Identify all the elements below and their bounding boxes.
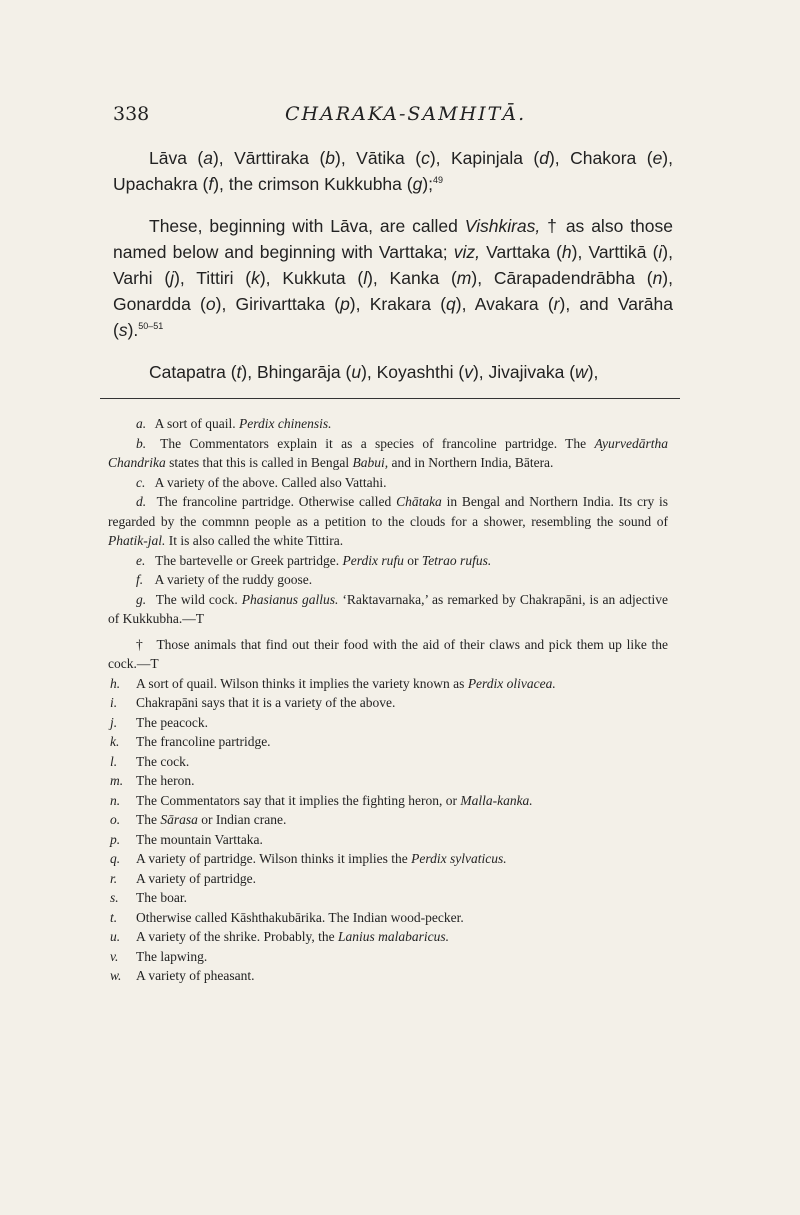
footnote-o: o. The Sārasa or Indian crane. <box>110 812 287 827</box>
verse-number: 50–51 <box>138 321 164 332</box>
footnote-i: i. Chakrapāni says that it is a variety of the above. <box>110 695 396 710</box>
footnote-p: p. The mountain Varttaka. <box>110 831 263 847</box>
footnote-d: d. The francoline partridge. Otherwise called Chātaka in Bengal and Northern India. Its cry is regarded by the commnn people as a petition to the clouds for a shower, resembling the sound of Phatik-jal. It is also called the white Tittira. <box>108 494 668 548</box>
footnote-s: s. The boar. <box>110 890 187 905</box>
footnote-r: r. A variety of partridge. <box>110 870 256 886</box>
footnote-q: q. A variety of partridge. Wilson thinks it implies the Perdix sylvaticus. <box>110 851 507 866</box>
page-number: 338 <box>113 103 150 125</box>
paragraph-1: Lāva (a), Vārttiraka (b), Vātika (c), Kapinjala (d), Chakora (e), Upachakra (f), the crimson Kukkubha (g);$^{49}$ <box>113 148 673 194</box>
footnotes <box>108 414 668 986</box>
footnote-e: e. The bartevelle or Greek partridge. Perdix rufu or Tetrao rufus. <box>136 552 492 568</box>
footnote-m: m. The heron. <box>110 773 195 788</box>
paragraph-3: Catapatra (t), Bhingarāja (u), Koyashthi (v), Jivajivaka (w), <box>149 362 599 382</box>
footnote-a: a. A sort of quail. Perdix chinensis. <box>136 416 332 431</box>
footnote-k: k. The francoline partridge. <box>110 734 271 749</box>
footnote-divider <box>100 398 680 399</box>
footnote-h: h. A sort of quail. Wilson thinks it implies the variety known as Perdix olivacea. <box>110 675 556 691</box>
footnote-j: j. The peacock. <box>110 714 208 730</box>
footnote-v: v. The lapwing. <box>110 948 208 964</box>
footnote-w: w. A variety of pheasant. <box>110 968 255 983</box>
verse-number: 49 <box>433 175 444 186</box>
footnote-n: n. The Commentators say that it implies the fighting heron, or Malla-kanka. <box>110 792 533 808</box>
footnote-l: l. The cock. <box>110 753 190 769</box>
footnote-g: g. The wild cock. Phasianus gallus. ‘Raktavarnaka,’ as remarked by Chakrapāni, is an adjective of Kukkubha.—T <box>108 591 668 626</box>
footnote-b: b. The Commentators explain it as a species of francoline partridge. The Ayurvedārtha Chandrika states that this is called in Bengal Babui, and in Northern India, Bātera. <box>108 435 668 470</box>
footnote-t: t. Otherwise called Kāshthakubārika. The Indian wood-pecker. <box>110 909 464 925</box>
running-title: CHARAKA-SAMHITĀ. <box>285 103 527 125</box>
footnote-f: f. A variety of the ruddy goose. <box>136 572 313 587</box>
footnote-list <box>108 674 668 986</box>
footnote-c: c. A variety of the above. Called also Vattahi. <box>136 474 387 490</box>
footnote-dagger: † Those animals that find out their food with the aid of their claws and pick them up like the cock.—T <box>108 636 668 671</box>
footnote-u: u. A variety of the shrike. Probably, the Lanius malabaricus. <box>110 929 449 944</box>
paragraph-2: These, beginning with Lāva, are called Vishkiras, † as also those named below and beginning with Varttaka; viz, Varttaka (h), Varttikā (i), Varhi (j), Tittiri (k), Kukkuta (l), Kanka (m), Cārapadendrābha (n), Gonardda (o), Girivarttaka (p), Krakara (q), Avakara (r), and Varāha (s).$^{50-51}$ <box>113 216 673 340</box>
main-text <box>113 145 673 401</box>
